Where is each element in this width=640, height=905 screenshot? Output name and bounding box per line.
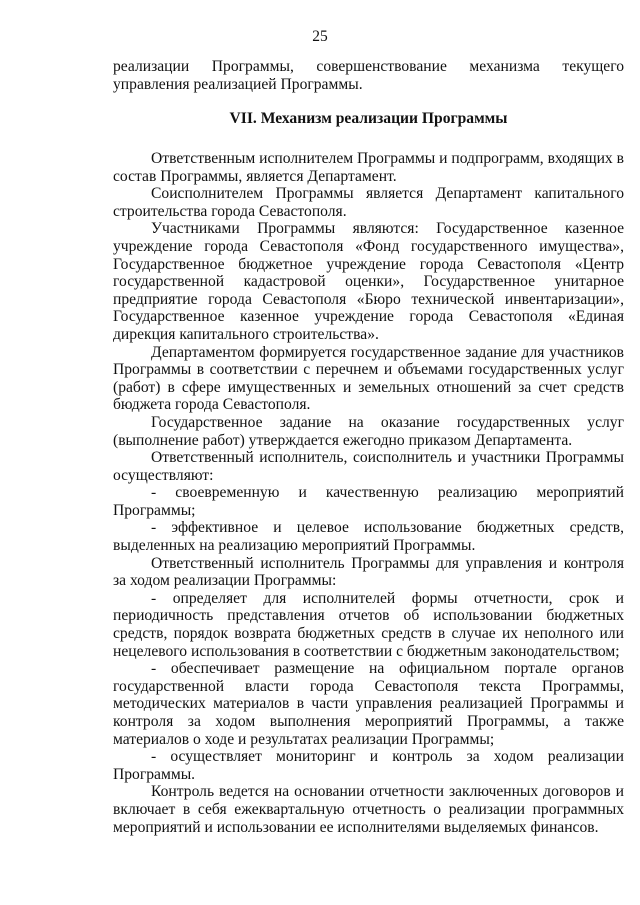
- list-item-4: - обеспечивает размещение на официальном портале органов государственной власти города Севастополя текста Программы, методических материалов в части управления реализацией Программы и контроля за ходом выполнения мероприятий Программы, а также материалов о ходе и результатах реализации Программы;: [113, 660, 624, 748]
- intro-text-block: [113, 58, 624, 93]
- intro-paragraph: реализации Программы, совершенствование механизма текущего управления реализацией Программы.: [113, 58, 624, 93]
- paragraph-3: Участниками Программы являются: Государственное казенное учреждение города Севастополя «Фонд государственного имущества», Государственное бюджетное учреждение города Севастополя «Центр государственной кадастровой оценки», Государственное унитарное предприятие города Севастополя «Бюро технической инвентаризации», Государственное казенное учреждение города Севастополя «Единая дирекция капитального строительства».: [113, 220, 624, 343]
- paragraph-2: Соисполнителем Программы является Департамент капитального строительства города Севастополя.: [113, 185, 624, 220]
- list-item-1: - своевременную и качественную реализацию мероприятий Программы;: [113, 484, 624, 519]
- section-body: [113, 150, 624, 836]
- list-item-2: - эффективное и целевое использование бюджетных средств, выделенных на реализацию мероприятий Программы.: [113, 519, 624, 555]
- page-number: 25: [312, 28, 328, 45]
- paragraph-4: Департаментом формируется государственное задание для участников Программы в соответствии с перечнем и объемами государственных услуг (работ) в сфере имущественных и земельных отношений за счет средств бюджета города Севастополя.: [113, 343, 624, 414]
- list-item-3: - определяет для исполнителей формы отчетности, срок и периодичность представления отчетов об использовании бюджетных средств, порядок возврата бюджетных средств в случае их неполного или нецелевого использования в соответствии с бюджетным законодательством;: [113, 589, 624, 660]
- paragraph-8: Контроль ведется на основании отчетности заключенных договоров и включает в себя ежеквартальную отчетность о реализации программных мероприятий и использовании ее исполнителями выделяемых финансов.: [113, 783, 624, 836]
- section-heading: VII. Механизм реализации Программы: [229, 110, 508, 127]
- paragraph-6: Ответственный исполнитель, соисполнитель и участники Программы осуществляют:: [113, 449, 624, 484]
- paragraph-1: Ответственным исполнителем Программы и подпрограмм, входящих в состав Программы, является Департамент.: [113, 150, 624, 185]
- paragraph-7: Ответственный исполнитель Программы для управления и контроля за ходом реализации Программы:: [113, 554, 624, 590]
- paragraph-5: Государственное задание на оказание государственных услуг (выполнение работ) утверждается ежегодно приказом Департамента.: [113, 413, 624, 449]
- list-item-5: - осуществляет мониторинг и контроль за ходом реализации Программы.: [113, 748, 624, 783]
